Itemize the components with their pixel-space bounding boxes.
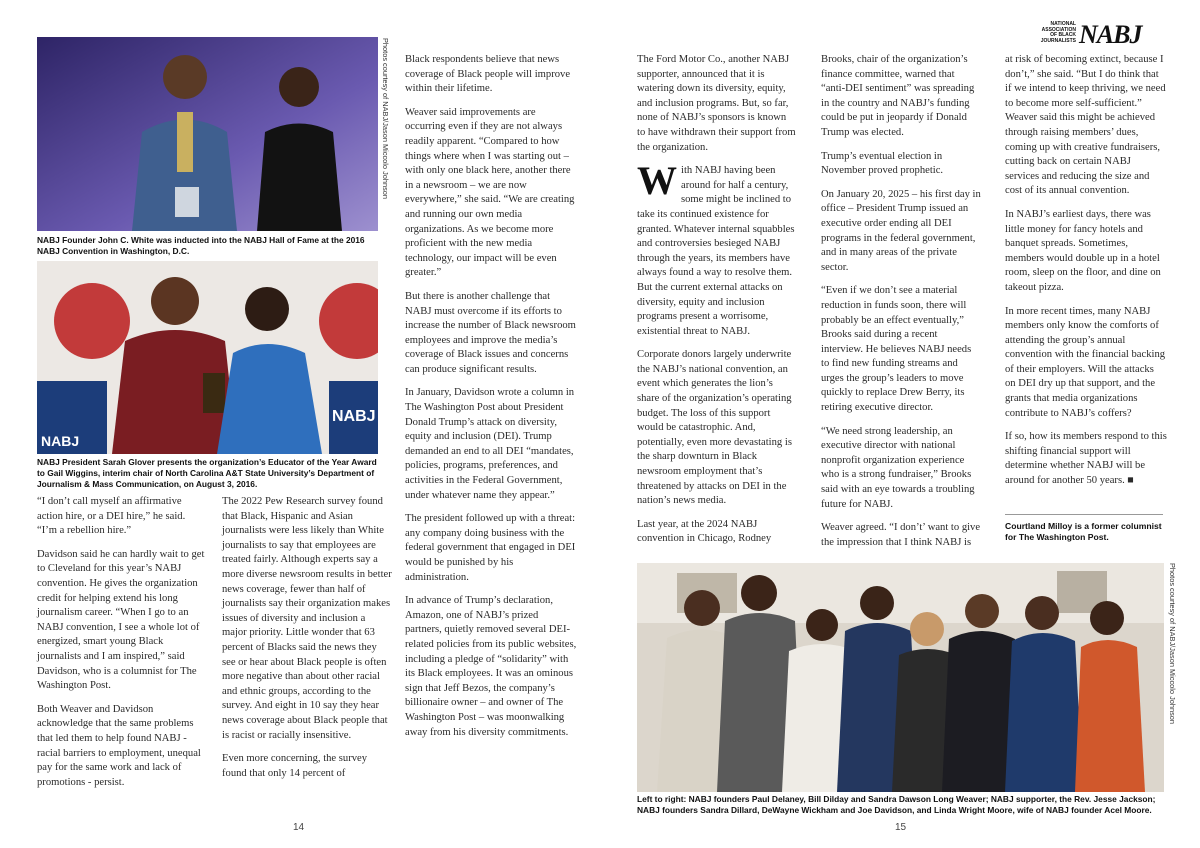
left-column-3 xyxy=(405,53,577,749)
photo-nabj-founders xyxy=(637,563,1164,792)
left-col3-para: The president followed up with a threat: any company doing business with the federal government that engaged in DEI would be punished by his administration. xyxy=(405,513,576,583)
photo-hall-of-fame-illustration xyxy=(37,37,378,231)
photo-hall-of-fame xyxy=(37,37,378,231)
logo-text-line: JOURNALISTS xyxy=(1040,37,1076,44)
right-col1-dropcap-para xyxy=(637,158,797,339)
bio-divider xyxy=(1005,514,1163,515)
right-col2-para: Weaver agreed. “I don’t’ want to give the impression that I think NABJ is xyxy=(821,522,981,548)
photo1-caption: NABJ Founder John C. White was inducted into the NABJ Hall of Fame at the 2016 NABJ Convention in Washington, D.C. xyxy=(37,235,365,256)
photo-educator-award xyxy=(37,261,378,454)
right-col2-para: “Even if we don’t see a material reduction in funds soon, there will probably be an effect eventually,” Brooks said during a recent interview. He believes NABJ needs to find new funding streams and urges the group’s leaders to move quickly to replace Drew Berry, its retiring executive director. xyxy=(821,285,972,414)
photo2-caption: NABJ President Sarah Glover presents the organization’s Educator of the Year Award to Gail Wiggins, interim chair of North Carolina A&T State University’s Department of Journalism & Mass Communication, on August 3, 2016. xyxy=(37,457,377,489)
right-col3-para: If so, how its members respond to this shifting financial support will determine whether NABJ will be around for another 50 years. ■ xyxy=(1005,431,1167,487)
logo-mark: NABJ xyxy=(1079,20,1142,49)
photo-nabj-founders-illustration xyxy=(637,563,1164,792)
banner-text-left: NABJ xyxy=(41,433,80,449)
group-photo-caption: Left to right: NABJ founders Paul Delaney, Bill Dilday and Sandra Dawson Long Weaver; NABJ supporter, the Rev. Jesse Jackson; NABJ founders Sandra Dillard, DeWayne Wickham and Joe Davidson, and Linda Wright Moore, wife of NABJ founder Acel Moore. xyxy=(637,794,1156,815)
right-column-3 xyxy=(1005,53,1167,498)
right-column-1 xyxy=(637,53,797,556)
left-col2-para: Even more concerning, the survey found that only 14 percent of xyxy=(222,753,368,779)
left-col1-para: Both Weaver and Davidson acknowledge that the same problems that led them to help found NABJ - racial barriers to employment, unequal pay for the same work and lack of promotions - persist. xyxy=(37,703,201,788)
left-col2-para: The 2022 Pew Research survey found that Black, Hispanic and Asian journalists were less likely than White journalists to say that employees are treated fairly. Although experts say a more diverse newsroom results in better news coverage, fewer than half of journalists say their organization makes issues of diversity and inclusion a major priority. Little wonder that 63 percent of Blacks said the news they see or hear about Black people is often more negative than about other racial and ethnic groups, according to the survey. And eight in 10 say they hear news coverage about Black people that is racist or racially insensitive. xyxy=(222,496,392,741)
photo-credit-left: Photos courtesy of NABJ/Jason Miccolo Johnson xyxy=(381,38,390,200)
left-column-1 xyxy=(37,495,207,799)
right-col1-dropcap-text: ith NABJ having been around for half a century, some might be inclined to take its continued existence for granted. Whatever internal squabbles and controversies besieged NABJ through the years, its members have always found a way to resolve them. But the current external attacks on diversity, equity and inclusion programs present a worrisome, existential threat to NABJ. xyxy=(637,165,795,337)
right-column-2 xyxy=(821,53,981,559)
logo-text-line: NATIONAL xyxy=(1050,21,1076,27)
left-col3-para: In advance of Trump’s declaration, Amazon, one of NABJ’s prized partners, quietly removed several DEI-related policies from its public websites, including a pledge of “solidarity” with its Black employees. It was an ominous sign that Jeff Bezos, the company’s billionaire owner – and owner of The Washington Post – was moonwalking away from his diversity commitments. xyxy=(405,595,577,738)
right-col2-para: Brooks, chair of the organization’s finance committee, warned that “anti-DEI sentiment” was spreading in the country and NABJ’s funding could be put in jeopardy if Donald Trump was elected. xyxy=(821,54,975,138)
photo-credit-right: Photos courtesy of NABJ/Jason Miccolo Johnson xyxy=(1168,563,1177,725)
drop-cap: W xyxy=(637,158,677,204)
right-col1-para: The Ford Motor Co., another NABJ supporter, announced that it is watering down its diversity, equity, and inclusion programs. But, so far, none of NABJ’s sponsors is known to have withdrawn their support from the organization. xyxy=(637,54,796,153)
left-col3-para: Weaver said improvements are occurring even if they are not always readily apparent. “Compared to how things where when I was starting out – with only one black here, another there in a newsroom – we are now everywhere,” she said. “We are creating and running our own media organizations. As we become more proficient with the new media technology, our impact will be even greater.” xyxy=(405,106,575,279)
right-col2-para: “We need strong leadership, an executive director with national nonprofit organization experience who is a strong fundraiser,” Brooks said with an eye towards a troubling future for NABJ. xyxy=(821,425,975,510)
left-col3-para: Black respondents believe that news coverage of Black people will improve within their lifetime. xyxy=(405,54,571,95)
page-number-right: 15 xyxy=(895,822,907,833)
page-number-left: 14 xyxy=(293,822,305,833)
right-col3-para: at risk of becoming extinct, because I don’t,” she said. “But I do think that if we intend to keep thriving, we need to become more self-sufficient.” Weaver said this might be achieved through raising members’ dues, coming up with creative fundraisers, cutting back on certain NABJ services and reducing the size and cost of its annual convention. xyxy=(1005,54,1166,197)
right-col2-para: On January 20, 2025 – his first day in office – President Trump issued an executive order ending all DEI programs in the federal government, and in many areas of the private sector. xyxy=(821,188,981,273)
right-col1-para: Corporate donors largely underwrite the NABJ’s national convention, an event which generates the lion’s share of the organization’s operating budget. The loss of this support would be catastrophic. And, potentially, even more devastating is the sharp downturn in Black newsroom employment that’s threatened by attacks on DEI in the nation’s news media. xyxy=(637,349,792,507)
right-col1-para: Last year, at the 2024 NABJ convention in Chicago, Rodney xyxy=(637,518,772,545)
left-column-2 xyxy=(222,495,392,790)
left-col1-para: Davidson said he can hardly wait to get to Cleveland for this year’s NABJ convention. He gives the organization credit for helping extend his long journalism career. “When I go to an NABJ convention, I see a whole lot of energized, smart young Black journalists and I am inspired,” said Davidson, who is a columnist for The Washington Post. xyxy=(37,548,205,692)
right-col2-para: Trump’s eventual election in November proved prophetic. xyxy=(821,150,944,177)
photo-educator-award-illustration xyxy=(37,261,378,454)
nabj-logo xyxy=(1032,22,1152,52)
right-col3-para: In NABJ’s earliest days, there was little money for fancy hotels and banquet spreads. Sometimes, members would double up in a hotel room, sleep on the floor, and dine on takeout pizza. xyxy=(1005,208,1161,293)
logo-text-line: OF BLACK xyxy=(1050,32,1076,39)
right-col3-para: In more recent times, many NABJ members only know the comforts of attending the group’s annual convention with the financial backing of their employers. Will the attacks on DEI dry up that support, and the grants that media organizations contribute to NABJ’s coffers? xyxy=(1005,305,1166,419)
left-col1-para: “I don’t call myself an affirmative action hire, or a DEI hire,” he said. “I’m a rebellion hire.” xyxy=(37,496,186,537)
banner-text-right: NABJ xyxy=(332,408,376,425)
left-col3-para: But there is another challenge that NABJ must overcome if its efforts to increase the number of Black newsroom employees and improve the media’s coverage of Black issues and concerns can produce significant results. xyxy=(405,290,576,375)
logo-text-line: ASSOCIATION xyxy=(1041,26,1076,33)
author-bio: Courtland Milloy is a former columnist for The Washington Post. xyxy=(1005,521,1162,543)
left-col3-para: In January, Davidson wrote a column in The Washington Post about President Donald Trump’s attack on diversity, equity and inclusion (DEI). Trump demanded an end to all DEI “mandates, policies, programs, preferences, and activities in the Federal Government, under whatever name they appear.” xyxy=(405,387,575,501)
